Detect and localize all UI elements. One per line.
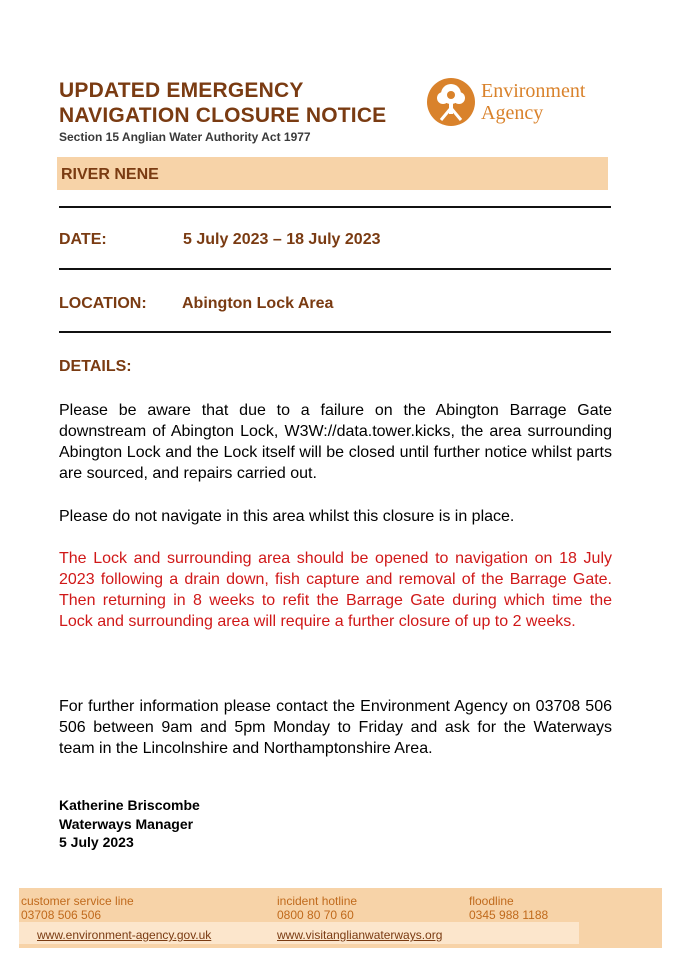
- location-label: LOCATION:: [59, 295, 147, 312]
- notice-subtitle: Section 15 Anglian Water Authority Act 1977: [59, 130, 311, 144]
- river-name: RIVER NENE: [61, 166, 159, 183]
- customer-service-number: 03708 506 506: [21, 908, 102, 922]
- logo-text-line1: Environment: [481, 80, 586, 102]
- location-value: Abington Lock Area: [182, 295, 334, 312]
- floodline-label: floodline: [469, 894, 514, 908]
- tree-person-icon: [425, 76, 477, 128]
- divider: [59, 268, 611, 270]
- divider: [59, 206, 611, 208]
- signature-block: [59, 796, 200, 852]
- environment-agency-logo: [425, 76, 610, 132]
- signature-name: Katherine Briscombe: [59, 797, 200, 813]
- customer-service-label: customer service line: [21, 894, 134, 908]
- signature-role: Waterways Manager: [59, 815, 194, 832]
- incident-hotline-number: 0800 80 70 60: [277, 908, 354, 922]
- details-paragraph-2: Please do not navigate in this area whilst this closure is in place.: [59, 508, 515, 525]
- signature-date: 5 July 2023: [59, 834, 134, 850]
- anglian-waterways-link[interactable]: www.visitanglianwaterways.org: [277, 928, 443, 942]
- notice-title-line1: UPDATED EMERGENCY: [59, 79, 304, 102]
- incident-hotline-label: incident hotline: [277, 894, 358, 908]
- footer: [19, 888, 662, 948]
- date-value: 5 July 2023 – 18 July 2023: [183, 231, 381, 248]
- environment-agency-link[interactable]: www.environment-agency.gov.uk: [37, 928, 212, 942]
- notice-title-line2: NAVIGATION CLOSURE NOTICE: [59, 104, 387, 127]
- details-paragraph-red: The Lock and surrounding area should be opened to navigation on 18 July 2023 following a drain down, fish capture and removal of the Barrage Gate. Then returning in 8 weeks to refit the Barrage Gate during which time the Lock and surrounding area will require a further closure of up to 2 weeks.: [59, 550, 612, 630]
- contact-paragraph: For further information please contact the Environment Agency on 03708 506 506 between 9am and 5pm Monday to Friday and ask for the Waterways team in the Lincolnshire and Northamptonshire Area.: [59, 698, 612, 757]
- details-heading: DETAILS:: [59, 358, 132, 375]
- logo-text-line2: Agency: [481, 102, 544, 124]
- floodline-number: 0345 988 1188: [469, 908, 549, 922]
- details-paragraph-1: Please be aware that due to a failure on the Abington Barrage Gate downstream of Abington Lock, W3W://data.tower.kicks, the area surrounding Abington Lock and the Lock itself will be closed until further notice whilst parts are sourced, and repairs carried out.: [59, 402, 612, 482]
- notice-title: [59, 78, 386, 128]
- river-band: [57, 157, 608, 190]
- date-label: DATE:: [59, 231, 107, 248]
- divider: [59, 331, 611, 333]
